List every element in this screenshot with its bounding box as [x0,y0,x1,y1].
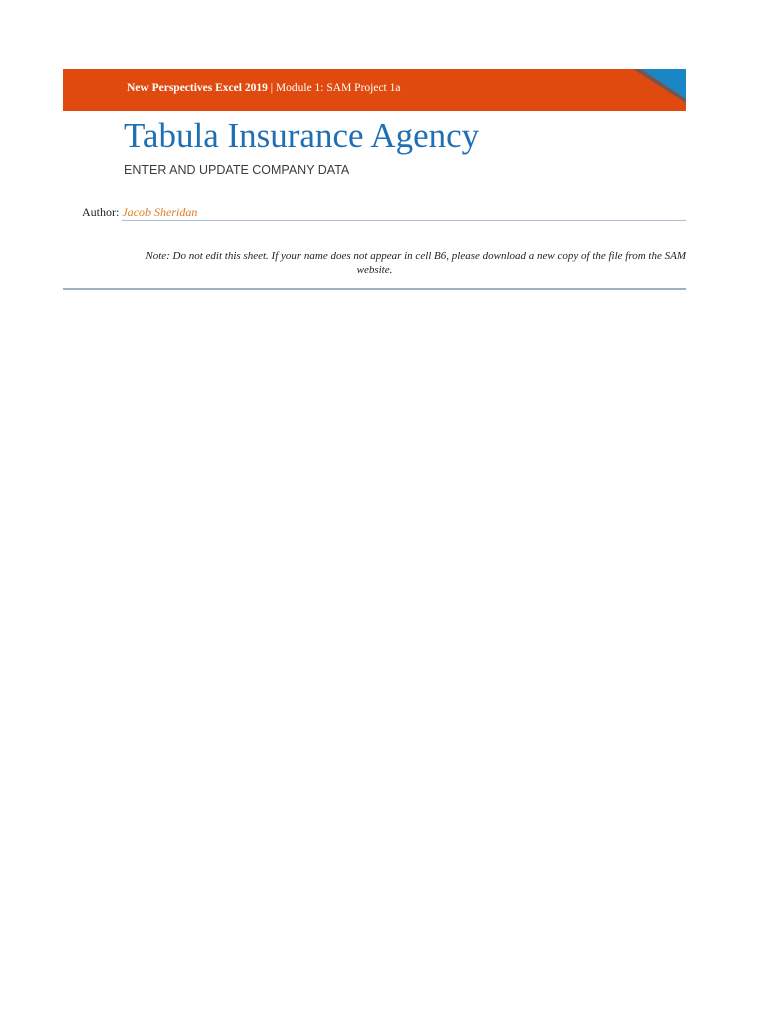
author-underline [122,220,686,221]
course-name: New Perspectives Excel 2019 [127,82,268,94]
note-line-2: website. [356,264,393,276]
author-name: Jacob Sheridan [122,205,198,219]
author-row [82,205,197,220]
module-name: Module 1: SAM Project 1a [275,82,401,94]
banner-separator: | [267,82,276,94]
header-banner [63,69,686,111]
author-label: Author: [82,205,120,219]
note [63,249,686,277]
banner-text [127,82,400,94]
note-line-1: Note: Do not edit this sheet. If your name does not appear in cell B6, please download a new copy of the file from the SAM [145,250,686,262]
page-subtitle: ENTER AND UPDATE COMPANY DATA [124,163,350,177]
page-title: Tabula Insurance Agency [124,116,480,155]
bottom-divider [63,288,686,290]
